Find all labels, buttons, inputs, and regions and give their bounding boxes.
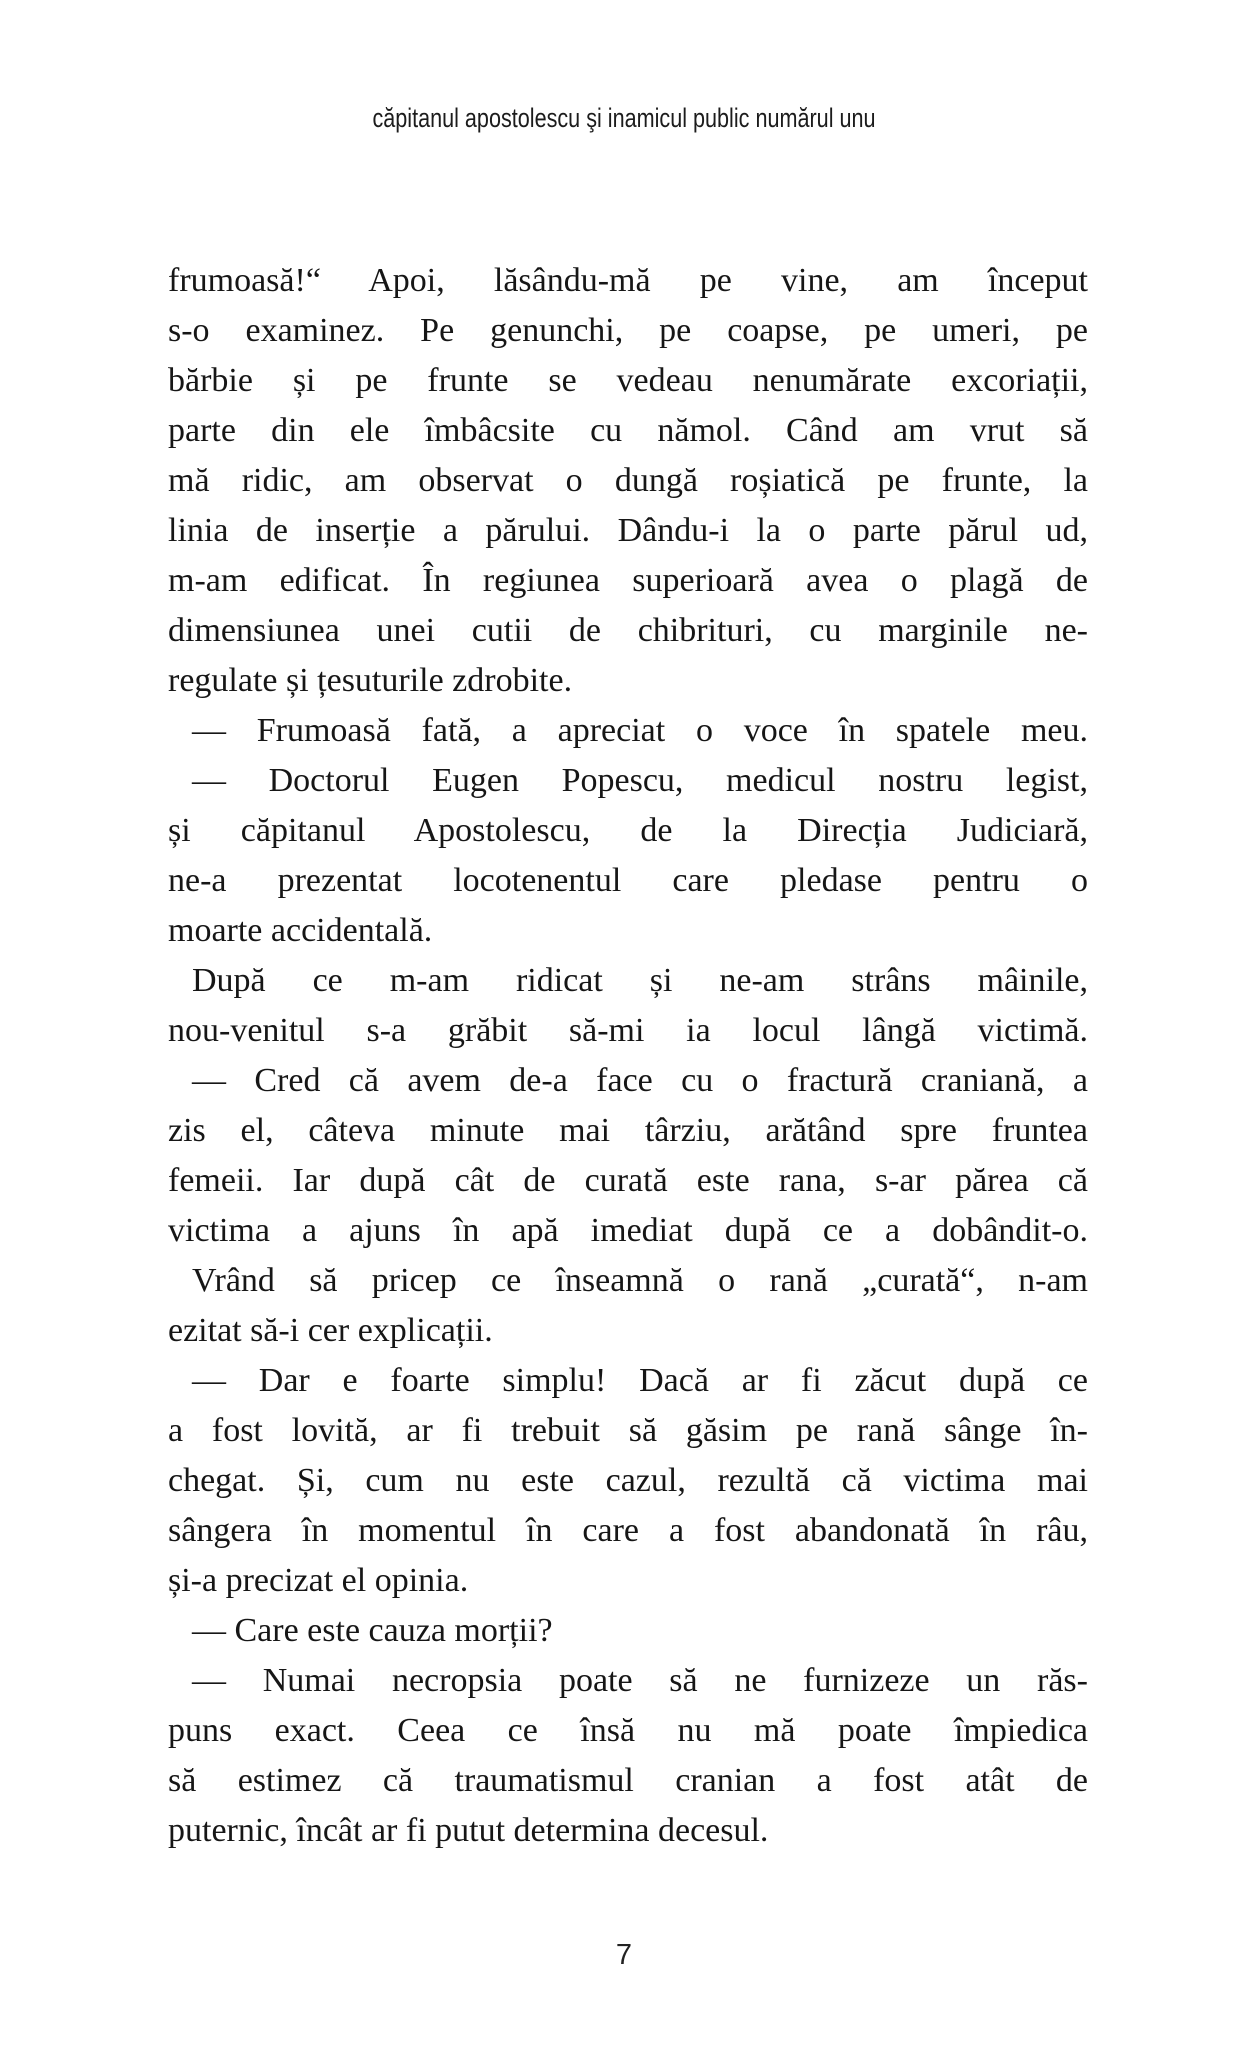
text-line: — Doctorul Eugen Popescu, medicul nostru legist, — [192, 762, 1088, 799]
text-line: puns exact. Ceea ce însă nu mă poate împiedica — [168, 1712, 1088, 1749]
text-line: — Care este cauza morții? — [192, 1612, 553, 1649]
body-text — [168, 256, 1088, 1856]
text-line: frumoasă!“ Apoi, lăsându-mă pe vine, am început — [168, 262, 1088, 299]
text-line: mă ridic, am observat o dungă roșiatică pe frunte, la — [168, 462, 1088, 499]
text-line: să estimez că traumatismul cranian a fost atât de — [168, 1762, 1088, 1799]
running-header: căpitanul apostolescu şi inamicul public numărul unu — [372, 103, 876, 133]
text-line: m-am edificat. În regiunea superioară avea o plagă de — [168, 562, 1088, 599]
text-line: moarte accidentală. — [168, 912, 433, 949]
page-number: 7 — [615, 1939, 633, 1971]
text-line: Vrând să pricep ce înseamnă o rană „curată“, n-am — [192, 1262, 1088, 1299]
text-line: a fost lovită, ar fi trebuit să găsim pe rană sânge în- — [168, 1412, 1088, 1449]
text-line: ezitat să-i cer explicații. — [168, 1312, 493, 1349]
text-line: — Dar e foarte simplu! Dacă ar fi zăcut după ce — [192, 1362, 1088, 1399]
text-line: ne-a prezentat locotenentul care pledase pentru o — [168, 862, 1088, 899]
text-line: parte din ele îmbâcsite cu nămol. Când am vrut să — [168, 412, 1088, 449]
text-line: dimensiunea unei cutii de chibrituri, cu marginile ne- — [168, 612, 1088, 649]
text-line: femeii. Iar după cât de curată este rana, s-ar părea că — [168, 1162, 1088, 1199]
text-line: — Cred că avem de-a face cu o fractură craniană, a — [192, 1062, 1088, 1099]
text-line: și căpitanul Apostolescu, de la Direcția Judiciară, — [168, 812, 1088, 849]
text-line: linia de inserție a părului. Dându-i la o parte părul ud, — [168, 512, 1088, 549]
text-line: zis el, câteva minute mai târziu, arătând spre fruntea — [168, 1112, 1088, 1149]
text-line: nou-venitul s-a grăbit să-mi ia locul lângă victimă. — [168, 1012, 1088, 1049]
text-line: și-a precizat el opinia. — [168, 1562, 469, 1599]
text-line: regulate și țesuturile zdrobite. — [168, 662, 573, 699]
text-line: sângera în momentul în care a fost abandonată în râu, — [168, 1512, 1088, 1549]
text-line: bărbie și pe frunte se vedeau nenumărate excoriații, — [168, 362, 1088, 399]
text-line: chegat. Și, cum nu este cazul, rezultă că victima mai — [168, 1462, 1088, 1499]
text-line: După ce m-am ridicat și ne-am strâns mâinile, — [192, 962, 1088, 999]
text-line: — Numai necropsia poate să ne furnizeze un răs- — [192, 1662, 1088, 1699]
text-line: victima a ajuns în apă imediat după ce a dobândit-o. — [168, 1212, 1088, 1249]
text-line: s-o examinez. Pe genunchi, pe coapse, pe umeri, pe — [168, 312, 1088, 349]
text-line: — Frumoasă fată, a apreciat o voce în spatele meu. — [192, 712, 1088, 749]
text-line: puternic, încât ar fi putut determina decesul. — [168, 1812, 769, 1849]
